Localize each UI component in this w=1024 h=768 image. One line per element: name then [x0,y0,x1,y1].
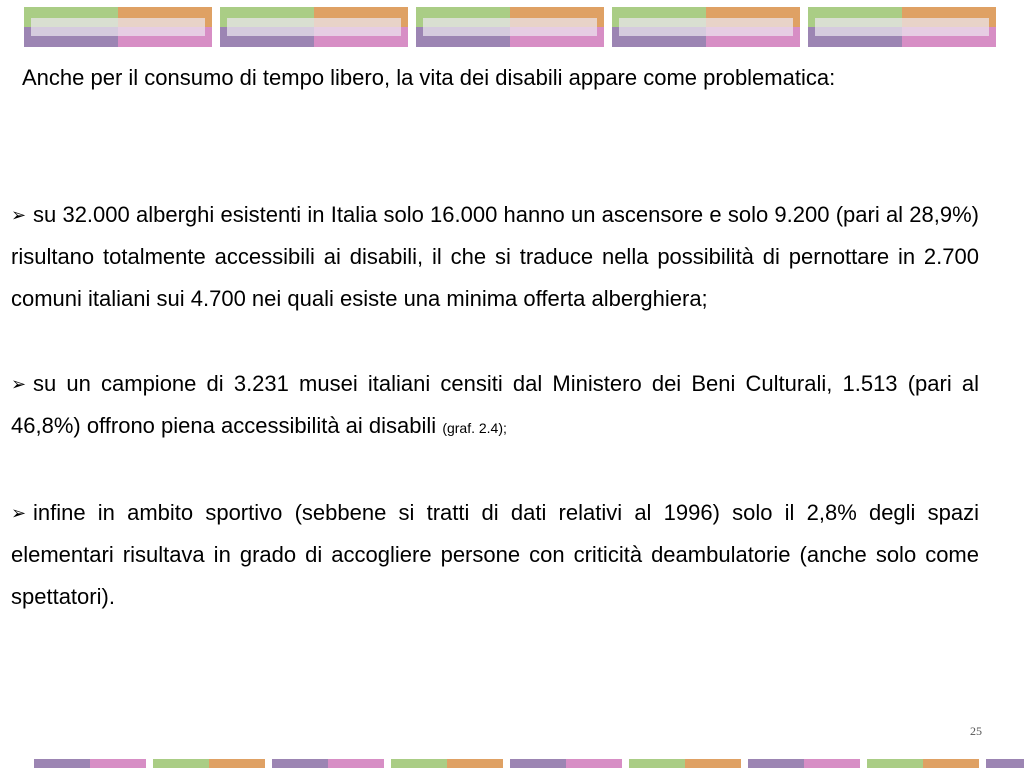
strip-segment [566,759,622,768]
list-item [11,363,979,449]
bottom-decorative-strip [0,759,1024,768]
strip-segment [447,759,503,768]
strip-segment [923,759,979,768]
strip-segment [867,759,923,768]
strip-segment [391,759,447,768]
strip-segment [629,759,685,768]
strip-segment [90,759,146,768]
arrow-right-icon: ➢ [11,503,27,523]
banner-tile [612,7,800,47]
strip-segment [272,759,328,768]
page-number: 25 [970,724,982,738]
strip-segment [34,759,90,768]
strip-segment [986,759,1024,768]
strip-segment [748,759,804,768]
arrow-right-icon: ➢ [11,205,27,225]
bullet-text: su un campione di 3.231 musei italiani censiti dal Ministero dei Beni Culturali, 1.513 (pari al 46,8%) offrono piena accessibilità ai disabili [11,371,979,438]
strip-segment [804,759,860,768]
arrow-right-icon: ➢ [11,374,27,394]
intro-paragraph: Anche per il consumo di tempo libero, la vita dei disabili appare come problematica: [22,65,836,90]
list-item [11,194,979,320]
banner-tile [808,7,996,47]
top-decorative-banner [0,7,1024,47]
strip-segment [685,759,741,768]
list-item [11,492,979,618]
banner-tile [416,7,604,47]
banner-tile [24,7,212,47]
strip-segment [328,759,384,768]
strip-segment [209,759,265,768]
strip-segment [510,759,566,768]
bullet-text: infine in ambito sportivo (sebbene si tratti di dati relativi al 1996) solo il 2,8% degli spazi elementari risultava in grado di accogliere persone con criticità deambulatorie (anche solo come spettatori). [11,500,979,609]
chart-reference: (graf. 2.4); [442,420,507,436]
strip-segment [153,759,209,768]
bullet-list [11,194,979,618]
banner-tile [220,7,408,47]
bullet-text: su 32.000 alberghi esistenti in Italia solo 16.000 hanno un ascensore e solo 9.200 (pari al 28,9%) risultano totalmente accessibili ai disabili, il che si traduce nella possibilità di pernottare in 2.700 comuni italiani sui 4.700 nei quali esiste una minima offerta alberghiera; [11,202,979,311]
